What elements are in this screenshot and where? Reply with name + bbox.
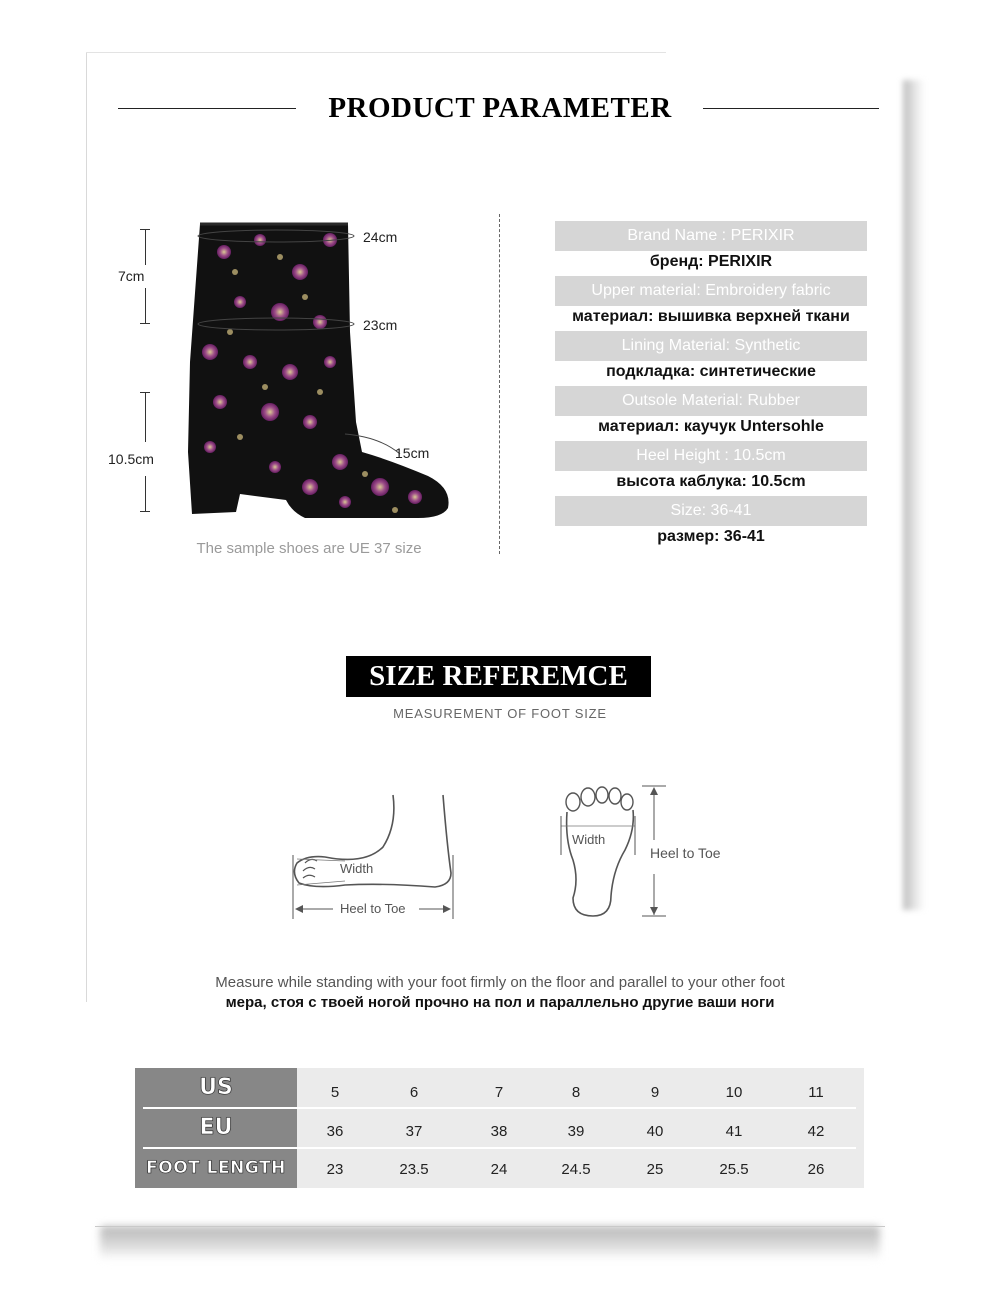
sample-size-note: The sample shoes are UE 37 size [196,540,422,557]
row-separator [143,1107,856,1109]
table-cell: 41 [725,1123,743,1140]
table-cell: 11 [808,1084,824,1101]
param-brand-ru: бренд: PERIXIR [649,253,773,270]
param-outsole-ru: материал: каучук Untersohle [598,418,824,435]
table-cell: 25.5 [719,1161,749,1178]
param-lining-ru: подкладка: синтетические [606,363,816,380]
shaft-tick-bottom [140,323,150,324]
heel-line-lower [145,476,146,511]
table-cell: 37 [405,1123,423,1140]
size-reference-title: SIZE REFEREMCE [346,656,651,697]
table-cell: 42 [807,1123,825,1140]
heel-height-label: 10.5cm [108,451,154,467]
frame-edge-left [86,52,87,1002]
shaft-height-label: 7cm [118,268,145,284]
heel-tick-bottom [140,511,150,512]
title-rule-right [703,108,879,109]
measure-instruction-ru: мера, стоя с твоей ногой прочно на пол и параллельно другие ваши ноги [225,994,775,1011]
page-shadow-bottom [100,1226,880,1260]
top-circumference-label: 24cm [363,229,398,245]
table-cell: 25 [646,1161,664,1178]
shaft-line-upper [145,229,146,265]
table-cell: 38 [490,1123,508,1140]
table-cell: 40 [646,1123,664,1140]
table-cell: 10 [725,1084,743,1101]
param-upper-ru: материал: вышивка верхней ткани [572,308,850,325]
table-cell: 23 [326,1161,344,1178]
shaft-line-lower [145,288,146,324]
size-table [135,1068,864,1188]
measure-instruction-en: Measure while standing with your foot firmly on the floor and parallel to your other foot [215,974,785,991]
mid-circumference-label: 23cm [363,317,398,333]
table-cell: 26 [807,1161,825,1178]
table-cell: 23.5 [399,1161,429,1178]
section-divider [499,214,500,554]
table-cell: 36 [326,1123,344,1140]
top-width-label: Width [572,832,606,847]
page-title: PRODUCT PARAMETER [328,92,672,124]
param-lining-en: Lining Material: Synthetic [555,331,867,361]
table-cell: 24 [490,1161,508,1178]
param-size-en: Size: 36-41 [555,496,867,526]
param-upper-en: Upper material: Embroidery fabric [555,276,867,306]
param-outsole-en: Outsole Material: Rubber [555,386,867,416]
instep-label: 15cm [395,445,430,461]
frame-edge-bottom [95,1226,885,1227]
param-size-ru: размер: 36-41 [657,528,765,545]
page-shadow-right [903,80,925,910]
top-heel-to-toe-label: Heel to Toe [650,845,721,861]
param-brand-en: Brand Name : PERIXIR [555,221,867,251]
table-cell: 7 [494,1084,504,1101]
frame-edge-top [86,52,666,53]
param-heel-ru: высота каблука: 10.5cm [616,473,806,490]
table-cell: 9 [650,1084,660,1101]
table-cell: 8 [571,1084,581,1101]
param-heel-en: Heel Height : 10.5cm [555,441,867,471]
row-header-foot-length: FOOT LENGTH [135,1148,297,1188]
row-header-eu: EU [135,1108,297,1148]
table-cell: 39 [567,1123,585,1140]
title-rule-left [118,108,296,109]
heel-line-upper [145,392,146,442]
row-separator [143,1147,856,1149]
boot-image [180,212,470,532]
size-reference-subtitle: MEASUREMENT OF FOOT SIZE [393,706,607,721]
row-header-us: US [135,1068,297,1108]
table-cell: 6 [409,1084,419,1101]
side-width-label: Width [340,861,374,876]
side-heel-to-toe-label: Heel to Toe [340,901,406,916]
table-cell: 24.5 [561,1161,591,1178]
table-cell: 5 [330,1084,340,1101]
